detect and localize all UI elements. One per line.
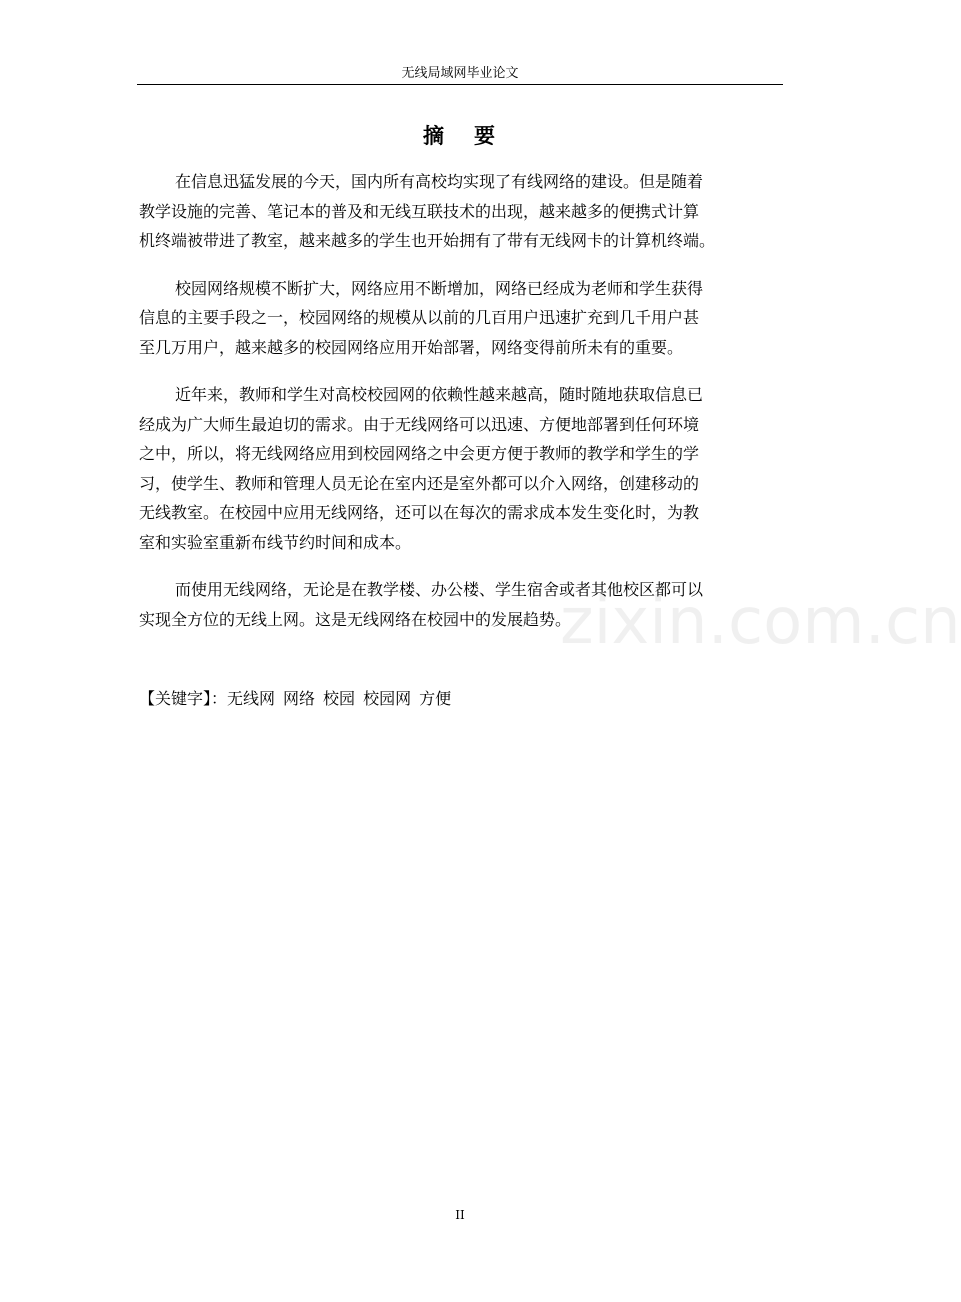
abstract-title-char-1: 摘 xyxy=(423,124,446,148)
paragraph xyxy=(139,167,791,256)
abstract-body xyxy=(139,167,791,652)
watermark: zixin.com.cn xyxy=(560,585,961,659)
keywords-line xyxy=(139,685,785,713)
paragraph-line: 室和实验室重新布线节约时间和成本。 xyxy=(139,532,412,552)
running-header: 无线局域网毕业论文 xyxy=(401,66,519,81)
paragraph-line: 习，使学生、教师和管理人员无论在室内还是室外都可以介入网络，创建移动的 xyxy=(139,473,700,493)
keyword: 网络 xyxy=(283,689,316,708)
paragraph-line: 实现全方位的无线上网。这是无线网络在校园中的发展趋势。 xyxy=(139,609,572,629)
keywords-label: 【关键字】： xyxy=(139,689,228,708)
paragraph-line: 在信息迅猛发展的今天，国内所有高校均实现了有线网络的建设。但是随着 xyxy=(175,172,704,191)
paragraph xyxy=(139,380,791,557)
abstract-title-char-2: 要 xyxy=(474,124,497,148)
paragraph-line: 机终端被带进了教室，越来越多的学生也开始拥有了带有无线网卡的计算机终端。 xyxy=(139,231,716,250)
paragraph-line: 信息的主要手段之一，校园网络的规模从以前的几百用户迅速扩充到几千用户甚 xyxy=(139,308,700,327)
paragraph xyxy=(139,575,791,634)
keyword: 方便 xyxy=(419,689,452,708)
paragraph-line: 之中，所以，将无线网络应用到校园网络之中会更方便于教师的教学和学生的学 xyxy=(139,444,700,463)
keyword: 无线网 xyxy=(227,689,276,708)
paragraph-line: 教学设施的完善、笔记本的普及和无线互联技术的出现，越来越多的便携式计算 xyxy=(139,201,700,221)
abstract-title xyxy=(137,122,783,150)
page-number: II xyxy=(455,1208,465,1222)
paragraph-line: 校园网络规模不断扩大，网络应用不断增加，网络已经成为老师和学生获得 xyxy=(175,278,704,298)
paragraph-line: 无线教室。在校园中应用无线网络，还可以在每次的需求成本发生变化时，为教 xyxy=(139,503,700,522)
paragraph-line: 经成为广大师生最迫切的需求。由于无线网络可以迅速、方便地部署到任何环境 xyxy=(139,414,700,434)
paragraph-line: 而使用无线网络，无论是在教学楼、办公楼、学生宿舍或者其他校区都可以 xyxy=(175,580,704,599)
paragraph xyxy=(139,274,791,363)
keyword: 校园 xyxy=(323,689,356,708)
keyword: 校园网 xyxy=(363,689,412,708)
paragraph-line: 近年来，教师和学生对高校校园网的依赖性越来越高，随时随地获取信息已 xyxy=(175,385,704,404)
header-divider xyxy=(137,84,783,85)
paragraph-line: 至几万用户，越来越多的校园网络应用开始部署，网络变得前所未有的重要。 xyxy=(139,337,684,357)
